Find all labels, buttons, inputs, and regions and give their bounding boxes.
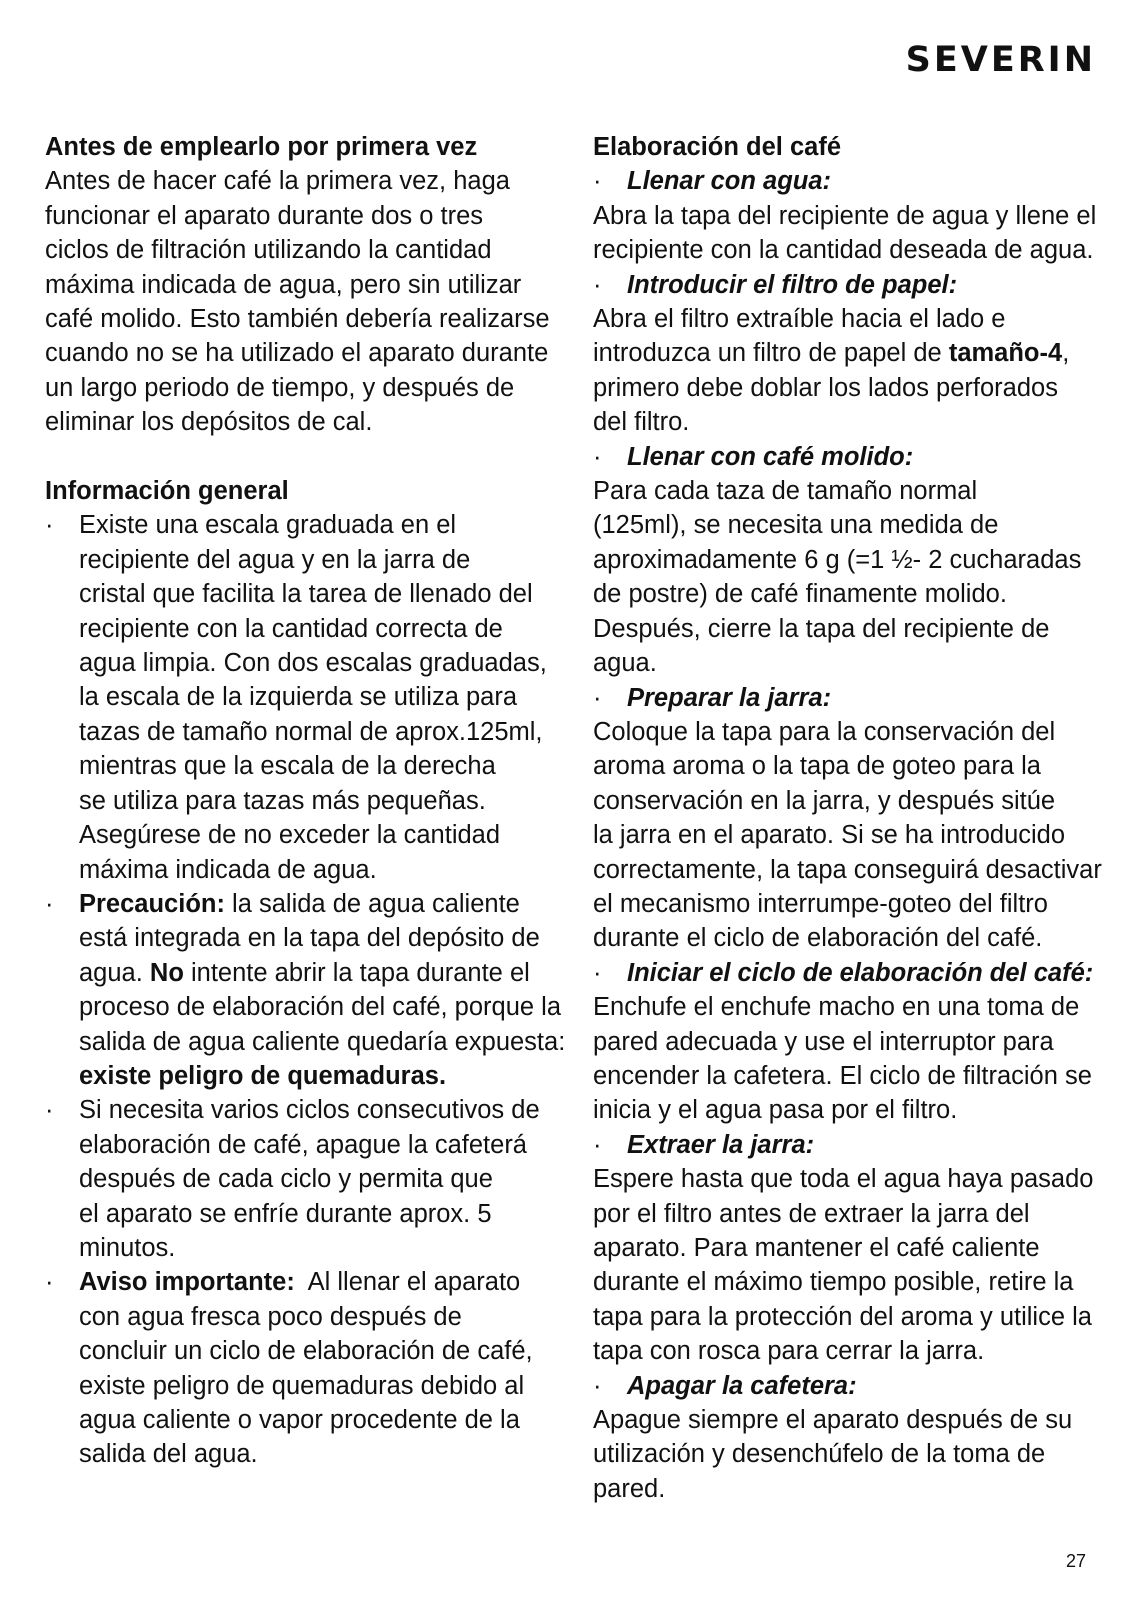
text-line: salida de agua caliente quedaría expuesta: bbox=[79, 1027, 566, 1056]
text-line: Enchufe el enchufe macho en una toma de bbox=[593, 993, 1080, 1022]
bullet-item-consecutive-cycles bbox=[45, 1093, 555, 1265]
notice-label: Aviso importante: bbox=[79, 1268, 295, 1297]
text-line: tapa para la protección del aroma y utilice la bbox=[593, 1302, 1092, 1331]
text-line: ciclos de filtración utilizando la cantidad bbox=[45, 236, 492, 265]
step-title-prepare-carafe bbox=[593, 681, 1103, 715]
caution-label: Precaución: bbox=[79, 889, 225, 918]
text-line: se utiliza para tazas más pequeñas. bbox=[79, 786, 486, 815]
text-line: Abra el filtro extraíble hacia el lado e bbox=[593, 305, 1006, 334]
text-line: Después, cierre la tapa del recipiente de bbox=[593, 614, 1050, 643]
text-line: Abra la tapa del recipiente de agua y llene el bbox=[593, 201, 1097, 230]
text-line bbox=[79, 956, 555, 990]
step-title-fill-water bbox=[593, 164, 1103, 198]
step-label: Llenar con café molido: bbox=[627, 442, 914, 471]
text-line: recipiente con la cantidad correcta de bbox=[79, 614, 503, 643]
text-span: introduzca un filtro de papel de bbox=[593, 339, 949, 368]
text-line: la jarra en el aparato. Si se ha introducido bbox=[593, 821, 1066, 850]
text-line: encender la cafetera. El ciclo de filtración se bbox=[593, 1061, 1092, 1090]
text-span: , bbox=[1062, 339, 1070, 368]
text-line bbox=[79, 887, 555, 921]
bullet-dot: · bbox=[593, 167, 602, 196]
bullet-item-caution bbox=[45, 887, 566, 1093]
text-line: con agua fresca poco después de bbox=[79, 1302, 462, 1331]
text-line: proceso de elaboración del café, porque la bbox=[79, 993, 561, 1022]
text-line: Antes de hacer café la primera vez, haga bbox=[45, 167, 510, 196]
text-line: pared. bbox=[593, 1474, 666, 1503]
text-line: durante el máximo tiempo posible, retire la bbox=[593, 1268, 1074, 1297]
step-title-fill-coffee bbox=[593, 440, 1103, 474]
text-line: está integrada en la tapa del depósito de bbox=[79, 924, 540, 953]
text-line: primero debe doblar los lados perforados bbox=[593, 373, 1058, 402]
text-line: Asegúrese de no exceder la cantidad bbox=[79, 821, 501, 850]
bullet-item-important-notice bbox=[45, 1265, 555, 1471]
text-line: el aparato se enfríe durante aprox. 5 bbox=[79, 1199, 492, 1228]
text-line: correctamente, la tapa conseguirá desactivar bbox=[593, 855, 1102, 884]
text-line: utilización y desenchúfelo de la toma de bbox=[593, 1440, 1046, 1469]
text-line: agua. bbox=[593, 649, 657, 678]
text-span: intente abrir la tapa durante el bbox=[183, 958, 530, 987]
step-title-switch-off bbox=[593, 1369, 1103, 1403]
text-line: la escala de la izquierda se utiliza para bbox=[79, 683, 518, 712]
text-line: eliminar los depósitos de cal. bbox=[45, 408, 373, 437]
step-title-start-cycle bbox=[593, 956, 1103, 990]
text-line: funcionar el aparato durante dos o tres bbox=[45, 201, 484, 230]
text-line: cristal que facilita la tarea de llenado del bbox=[79, 580, 533, 609]
text-line: de postre) de café finamente molido. bbox=[593, 580, 1007, 609]
text-line: recipiente con la cantidad deseada de agua. bbox=[593, 236, 1094, 265]
bullet-dot: · bbox=[593, 442, 602, 471]
bullet-dot: · bbox=[45, 1268, 54, 1297]
text-line: máxima indicada de agua, pero sin utilizar bbox=[45, 270, 522, 299]
text-line: salida del agua. bbox=[79, 1440, 258, 1469]
text-line: pared adecuada y use el interruptor para bbox=[593, 1027, 1054, 1056]
section-title-general-info: Información general bbox=[45, 477, 289, 506]
text-line: mientras que la escala de la derecha bbox=[79, 752, 496, 781]
text-span: agua. bbox=[79, 958, 150, 987]
step-title-remove-carafe bbox=[593, 1128, 1103, 1162]
text-line: aparato. Para mantener el café caliente bbox=[593, 1234, 1040, 1262]
text-line: Espere hasta que toda el agua haya pasado bbox=[593, 1165, 1094, 1194]
text-line: concluir un ciclo de elaboración de café, bbox=[79, 1337, 533, 1366]
text-line: elaboración de café, apague la cafeterá bbox=[79, 1130, 527, 1159]
text-line: después de cada ciclo y permita que bbox=[79, 1165, 493, 1194]
left-column bbox=[45, 130, 566, 1472]
text-line: café molido. Esto también debería realizarse bbox=[45, 305, 550, 334]
text-line: Coloque la tapa para la conservación del bbox=[593, 717, 1056, 746]
right-column bbox=[593, 130, 1103, 1506]
text-line: cuando no se ha utilizado el aparato durante bbox=[45, 339, 549, 368]
bullet-item-graduated-scale bbox=[45, 508, 555, 886]
spacer bbox=[45, 440, 555, 474]
text-span: Al llenar el aparato bbox=[294, 1268, 521, 1297]
bullet-dot: · bbox=[593, 958, 602, 987]
step-title-insert-filter bbox=[593, 268, 1103, 302]
severin-logo: SEVERIN bbox=[905, 40, 1096, 80]
text-line: agua limpia. Con dos escalas graduadas, bbox=[79, 649, 547, 678]
text-line: agua caliente o vapor procedente de la bbox=[79, 1406, 520, 1435]
text-line: por el filtro antes de extraer la jarra del bbox=[593, 1199, 1030, 1228]
text-line: Apague siempre el aparato después de su bbox=[593, 1406, 1073, 1435]
bullet-dot: · bbox=[45, 1096, 54, 1125]
bullet-dot: · bbox=[45, 889, 54, 918]
text-line: tapa con rosca para cerrar la jarra. bbox=[593, 1337, 985, 1366]
first-use-paragraph bbox=[45, 164, 555, 439]
step-label: Introducir el filtro de papel: bbox=[627, 270, 958, 299]
text-line: existe peligro de quemaduras debido al bbox=[79, 1371, 525, 1400]
text-line: Para cada taza de tamaño normal bbox=[593, 477, 978, 506]
text-line: aproximadamente 6 g (=1 ½- 2 cucharadas bbox=[593, 545, 1082, 574]
step-label: Apagar la cafetera: bbox=[627, 1371, 857, 1400]
text-line: Si necesita varios ciclos consecutivos de bbox=[79, 1096, 540, 1125]
burn-warning: existe peligro de quemaduras. bbox=[79, 1061, 447, 1090]
text-line: durante el ciclo de elaboración del café. bbox=[593, 924, 1043, 953]
text-line: (125ml), se necesita una medida de bbox=[593, 511, 999, 540]
step-label: Llenar con agua: bbox=[627, 167, 832, 196]
text-line: minutos. bbox=[79, 1233, 176, 1262]
section-title-brewing: Elaboración del café bbox=[593, 133, 842, 161]
bullet-dot: · bbox=[593, 1371, 602, 1400]
text-line bbox=[79, 1265, 555, 1299]
step-label: Iniciar el ciclo de elaboración del café: bbox=[627, 958, 1094, 987]
text-line: inicia y el agua pasa por el filtro. bbox=[593, 1096, 958, 1125]
text-line: recipiente del agua y en la jarra de bbox=[79, 545, 471, 574]
page-number: 27 bbox=[1065, 1551, 1086, 1571]
text-line: aroma aroma o la tapa de goteo para la bbox=[593, 752, 1041, 781]
text-line: Existe una escala graduada en el bbox=[79, 511, 457, 540]
step-label: Preparar la jarra: bbox=[627, 683, 832, 712]
bullet-dot: · bbox=[593, 683, 602, 712]
text-span: la salida de agua caliente bbox=[224, 889, 520, 918]
text-line: tazas de tamaño normal de aprox.125ml, bbox=[79, 717, 543, 746]
section-title-first-use: Antes de emplearlo por primera vez bbox=[45, 133, 478, 161]
text-line: conservación en la jarra, y después sitúe bbox=[593, 786, 1056, 815]
bullet-dot: · bbox=[593, 1130, 602, 1159]
text-line: el mecanismo interrumpe-goteo del filtro bbox=[593, 889, 1048, 918]
step-label: Extraer la jarra: bbox=[627, 1130, 815, 1159]
filter-size: tamaño-4 bbox=[948, 339, 1063, 368]
emphasis-no: No bbox=[149, 958, 184, 987]
bullet-dot: · bbox=[593, 270, 602, 299]
text-line bbox=[593, 336, 1103, 370]
text-line: del filtro. bbox=[593, 408, 690, 437]
bullet-dot: · bbox=[45, 511, 54, 540]
text-line: un largo periodo de tiempo, y después de bbox=[45, 373, 515, 402]
text-line: máxima indicada de agua. bbox=[79, 855, 377, 884]
